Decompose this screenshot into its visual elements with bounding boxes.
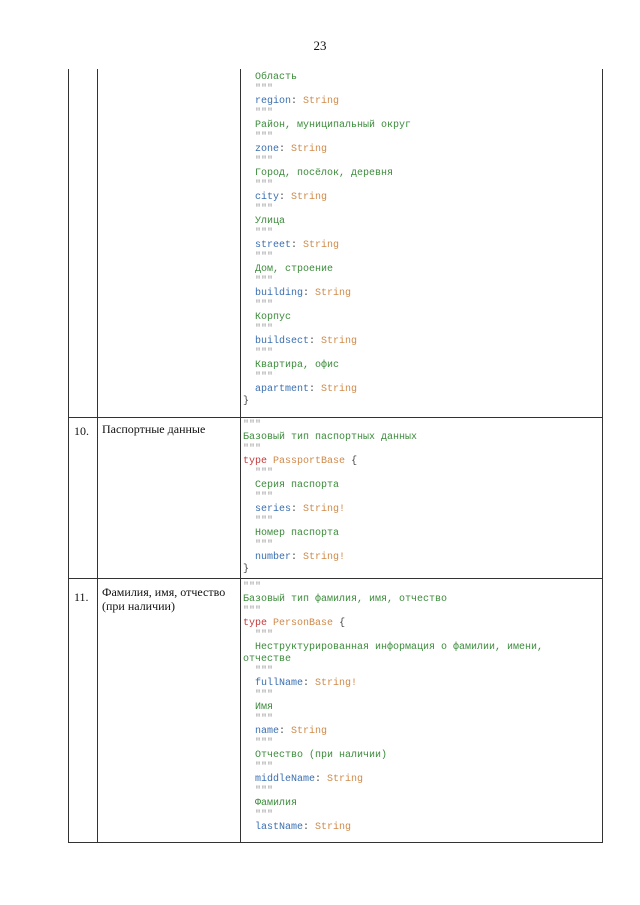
code-colon: : — [279, 726, 292, 737]
code-line — [243, 642, 543, 654]
code-docstring-quote: """ — [255, 204, 274, 215]
row-number: 10. — [74, 424, 89, 438]
code-brace: { — [351, 456, 358, 467]
code-type-name: PassportBase — [273, 456, 346, 467]
code-docstring-quote: """ — [243, 606, 262, 617]
code-docstring-quote: """ — [255, 348, 274, 359]
code-comment: Дом, строение — [255, 264, 334, 275]
code-line — [243, 132, 411, 144]
code-line — [243, 582, 543, 594]
code-docstring-quote: """ — [255, 786, 274, 797]
code-docstring-quote: """ — [255, 690, 274, 701]
code-docstring-quote: """ — [255, 714, 274, 725]
table-border-col2 — [240, 69, 241, 843]
code-line — [243, 798, 543, 810]
code-docstring-quote: """ — [255, 324, 274, 335]
code-line — [243, 336, 411, 348]
code-docstring-quote: """ — [255, 666, 274, 677]
code-field-type: String — [291, 144, 328, 155]
code-docstring-quote: """ — [255, 132, 274, 143]
code-field-name: name — [255, 726, 280, 737]
code-field-type: String — [315, 288, 352, 299]
code-field-name: buildsect — [255, 336, 310, 347]
code-line — [243, 168, 411, 180]
code-docstring-quote: """ — [255, 228, 274, 239]
code-comment: Серия паспорта — [255, 480, 340, 491]
code-line — [243, 552, 417, 564]
code-line — [243, 396, 411, 408]
code-colon: : — [291, 552, 304, 563]
code-line — [243, 690, 543, 702]
code-colon: : — [309, 336, 322, 347]
code-line — [243, 714, 543, 726]
code-line — [243, 810, 543, 822]
code-comment: Базовый тип фамилия, имя, отчество — [243, 594, 448, 605]
code-line — [243, 72, 411, 84]
table-border-bottom — [68, 842, 603, 843]
code-field-type: String — [315, 822, 352, 833]
code-comment: Улица — [255, 216, 286, 227]
code-block-address — [243, 72, 411, 408]
code-line — [243, 630, 543, 642]
row-title: Фамилия, имя, отчество (при наличии) — [102, 585, 226, 613]
code-field-name: series — [255, 504, 292, 515]
code-line — [243, 432, 417, 444]
code-line — [243, 108, 411, 120]
row-divider-11 — [68, 578, 603, 579]
code-line — [243, 750, 543, 762]
code-docstring-quote: """ — [255, 300, 274, 311]
code-colon: : — [303, 822, 316, 833]
code-comment: отчестве — [243, 654, 292, 665]
code-line — [243, 504, 417, 516]
code-docstring-quote: """ — [255, 540, 274, 551]
code-line — [243, 372, 411, 384]
code-docstring-quote: """ — [243, 420, 262, 431]
code-line — [243, 324, 411, 336]
code-docstring-quote: """ — [255, 810, 274, 821]
code-comment: Корпус — [255, 312, 292, 323]
code-brace: } — [243, 396, 250, 407]
code-field-name: city — [255, 192, 280, 203]
code-line — [243, 360, 411, 372]
code-line — [243, 678, 543, 690]
code-field-name: building — [255, 288, 304, 299]
row-number: 11. — [74, 590, 89, 604]
code-field-name: lastName — [255, 822, 304, 833]
code-line — [243, 516, 417, 528]
table-border-left — [68, 69, 69, 843]
code-line — [243, 300, 411, 312]
code-comment: Фамилия — [255, 798, 298, 809]
code-keyword: type — [243, 618, 268, 629]
code-line — [243, 276, 411, 288]
code-docstring-quote: """ — [255, 630, 274, 641]
code-field-type: String! — [315, 678, 358, 689]
code-line — [243, 228, 411, 240]
code-line — [243, 564, 417, 576]
code-line — [243, 96, 411, 108]
code-line — [243, 312, 411, 324]
code-docstring-quote: """ — [255, 252, 274, 263]
code-field-name: street — [255, 240, 292, 251]
code-line — [243, 240, 411, 252]
code-colon: : — [315, 774, 328, 785]
code-field-type: String — [291, 726, 328, 737]
code-line — [243, 606, 543, 618]
code-keyword: type — [243, 456, 268, 467]
code-field-type: String — [321, 336, 358, 347]
code-colon: : — [303, 678, 316, 689]
code-colon: : — [291, 504, 304, 515]
code-line — [243, 84, 411, 96]
code-docstring-quote: """ — [255, 84, 274, 95]
code-line — [243, 264, 411, 276]
code-docstring-quote: """ — [243, 582, 262, 593]
code-field-type: String — [303, 96, 340, 107]
code-line — [243, 420, 417, 432]
code-line — [243, 786, 543, 798]
row-divider-10 — [68, 417, 603, 418]
code-line — [243, 204, 411, 216]
code-field-name: apartment — [255, 384, 310, 395]
code-line — [243, 822, 543, 834]
table-border-col1 — [97, 69, 98, 843]
code-field-name: number — [255, 552, 292, 563]
code-line — [243, 774, 543, 786]
code-line — [243, 528, 417, 540]
code-line — [243, 180, 411, 192]
code-colon: : — [291, 240, 304, 251]
code-comment: Имя — [255, 702, 274, 713]
code-docstring-quote: """ — [255, 108, 274, 119]
code-colon: : — [279, 192, 292, 203]
code-field-name: middleName — [255, 774, 316, 785]
code-comment: Базовый тип паспортных данных — [243, 432, 418, 443]
code-line — [243, 444, 417, 456]
code-field-type: String — [303, 240, 340, 251]
code-colon: : — [309, 384, 322, 395]
code-comment: Квартира, офис — [255, 360, 340, 371]
code-brace: { — [339, 618, 346, 629]
code-line — [243, 156, 411, 168]
code-line — [243, 384, 411, 396]
code-block-passport — [243, 420, 417, 576]
row-title: Паспортные данные — [102, 422, 206, 436]
code-field-type: String! — [303, 504, 346, 515]
code-line — [243, 348, 411, 360]
code-line — [243, 468, 417, 480]
code-docstring-quote: """ — [255, 762, 274, 773]
code-line — [243, 726, 543, 738]
code-line — [243, 594, 543, 606]
code-line — [243, 288, 411, 300]
code-docstring-quote: """ — [255, 372, 274, 383]
code-line — [243, 618, 543, 630]
code-field-type: String — [291, 192, 328, 203]
code-line — [243, 252, 411, 264]
code-colon: : — [279, 144, 292, 155]
code-line — [243, 216, 411, 228]
code-line — [243, 120, 411, 132]
page-number: 23 — [313, 38, 327, 53]
code-line — [243, 456, 417, 468]
code-line — [243, 492, 417, 504]
code-brace: } — [243, 564, 250, 575]
code-block-person — [243, 582, 543, 834]
code-docstring-quote: """ — [255, 180, 274, 191]
code-field-name: zone — [255, 144, 280, 155]
code-comment: Область — [255, 72, 298, 83]
code-colon: : — [291, 96, 304, 107]
code-line — [243, 540, 417, 552]
code-line — [243, 666, 543, 678]
code-field-name: fullName — [255, 678, 304, 689]
code-docstring-quote: """ — [255, 516, 274, 527]
code-line — [243, 144, 411, 156]
code-line — [243, 480, 417, 492]
code-field-type: String — [321, 384, 358, 395]
code-colon: : — [303, 288, 316, 299]
code-comment: Район, муниципальный округ — [255, 120, 412, 131]
code-docstring-quote: """ — [255, 156, 274, 167]
code-docstring-quote: """ — [255, 276, 274, 287]
code-docstring-quote: """ — [255, 738, 274, 749]
code-field-type: String! — [303, 552, 346, 563]
code-comment: Неструктурированная информация о фамилии, имени, — [255, 642, 544, 653]
code-type-name: PersonBase — [273, 618, 334, 629]
code-line — [243, 702, 543, 714]
code-comment: Отчество (при наличии) — [255, 750, 388, 761]
code-field-name: region — [255, 96, 292, 107]
code-line — [243, 192, 411, 204]
code-line — [243, 738, 543, 750]
code-docstring-quote: """ — [255, 468, 274, 479]
table-border-right — [602, 69, 603, 843]
code-line — [243, 762, 543, 774]
code-docstring-quote: """ — [255, 492, 274, 503]
code-docstring-quote: """ — [243, 444, 262, 455]
code-comment: Город, посёлок, деревня — [255, 168, 394, 179]
code-field-type: String — [327, 774, 364, 785]
code-comment: Номер паспорта — [255, 528, 340, 539]
code-line — [243, 654, 543, 666]
